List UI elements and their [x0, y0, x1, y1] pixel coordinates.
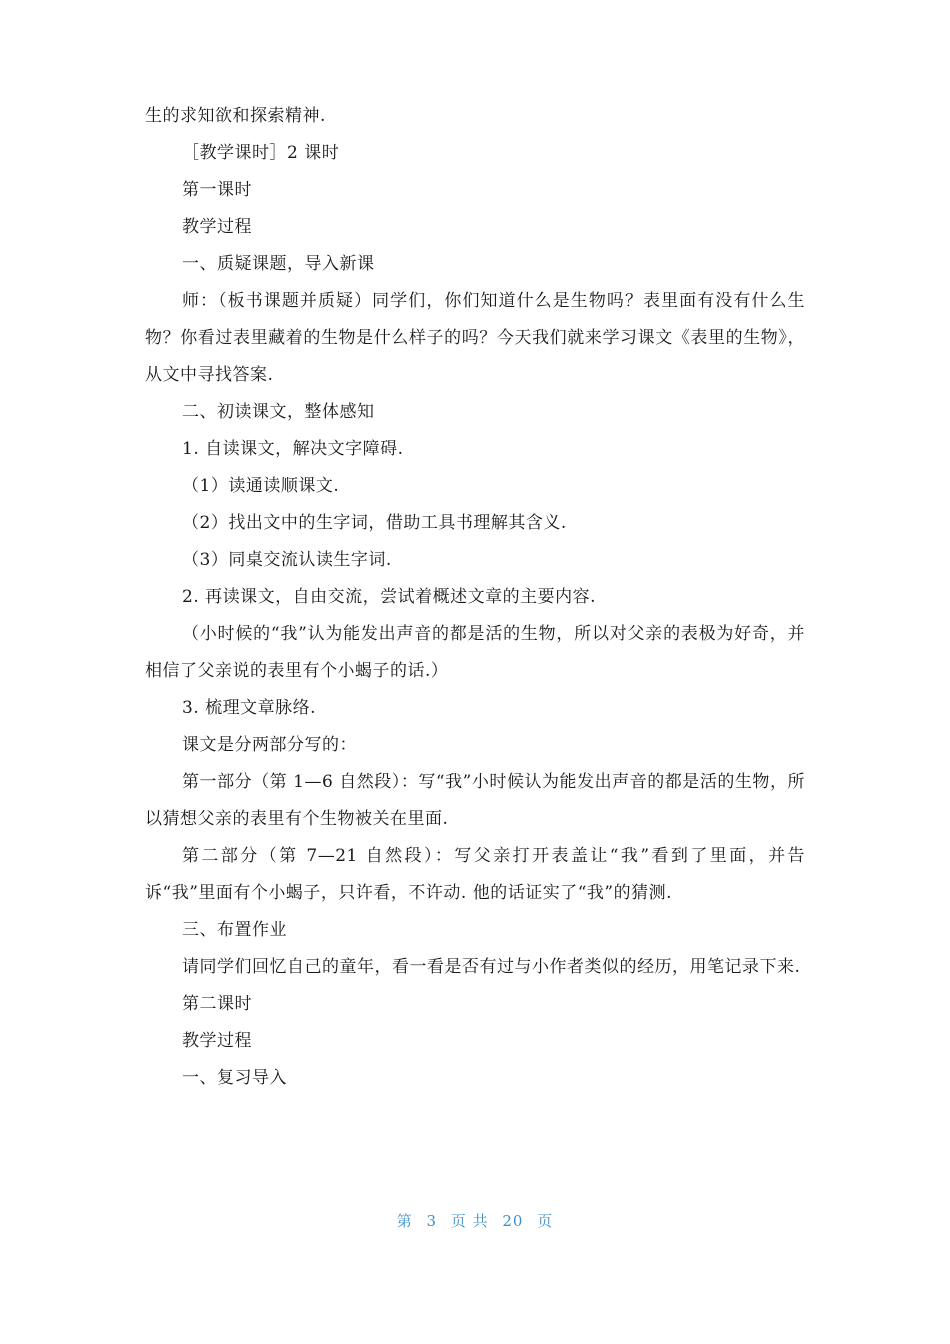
paragraph: 生的求知欲和探索精神. [145, 106, 326, 126]
paragraph: 师：（板书课题并质疑）同学们，你们知道什么是生物吗？表里面有没有什么生物？你看过表里藏着的生物是什么样子的吗？今天我们就来学习课文《表里的生物》，从文中寻找答案. [145, 291, 805, 385]
section-heading: 第一课时 [182, 180, 252, 200]
section-heading: 一、复习导入 [182, 1068, 287, 1088]
list-item: 2. 再读课文，自由交流，尝试着概述文章的主要内容. [182, 587, 597, 607]
paragraph: ［教学课时］2 课时 [182, 143, 340, 163]
section-heading: 一、质疑课题，导入新课 [182, 254, 375, 274]
section-heading: 三、布置作业 [182, 920, 287, 940]
list-item: （3）同桌交流认读生字词. [182, 550, 392, 570]
footer-middle: 页 共 [450, 1212, 489, 1230]
section-heading: 教学过程 [182, 1031, 252, 1051]
paragraph: 请同学们回忆自己的童年，看一看是否有过与小作者类似的经历，用笔记录下来. [182, 957, 801, 977]
section-heading: 第二课时 [182, 994, 252, 1014]
page-footer [0, 1210, 950, 1231]
paragraph: 课文是分两部分写的： [182, 735, 357, 755]
footer-prefix: 第 [396, 1212, 413, 1230]
document-body [145, 98, 805, 1097]
footer-total-pages: 20 [502, 1212, 524, 1230]
list-item: 1. 自读课文，解决文字障碍. [182, 439, 404, 459]
list-item: （1）读通读顺课文. [182, 476, 340, 496]
section-heading: 二、初读课文，整体感知 [182, 402, 375, 422]
list-item: （2）找出文中的生字词，借助工具书理解其含义. [182, 513, 567, 533]
section-heading: 教学过程 [182, 217, 252, 237]
footer-suffix: 页 [537, 1212, 554, 1230]
footer-page-number: 3 [426, 1212, 438, 1230]
paragraph: 第二部分（第 7—21 自然段）：写父亲打开表盖让“我”看到了里面，并告诉“我”里面有个小蝎子，只许看，不许动. 他的话证实了“我”的猜测. [145, 846, 805, 903]
paragraph: 第一部分（第 1—6 自然段）：写“我”小时候认为能发出声音的都是活的生物，所以猜想父亲的表里有个生物被关在里面. [145, 772, 805, 829]
list-item: 3. 梳理文章脉络. [182, 698, 317, 718]
paragraph: （小时候的“我”认为能发出声音的都是活的生物，所以对父亲的表极为好奇，并相信了父亲说的表里有个小蝎子的话.） [145, 624, 805, 681]
